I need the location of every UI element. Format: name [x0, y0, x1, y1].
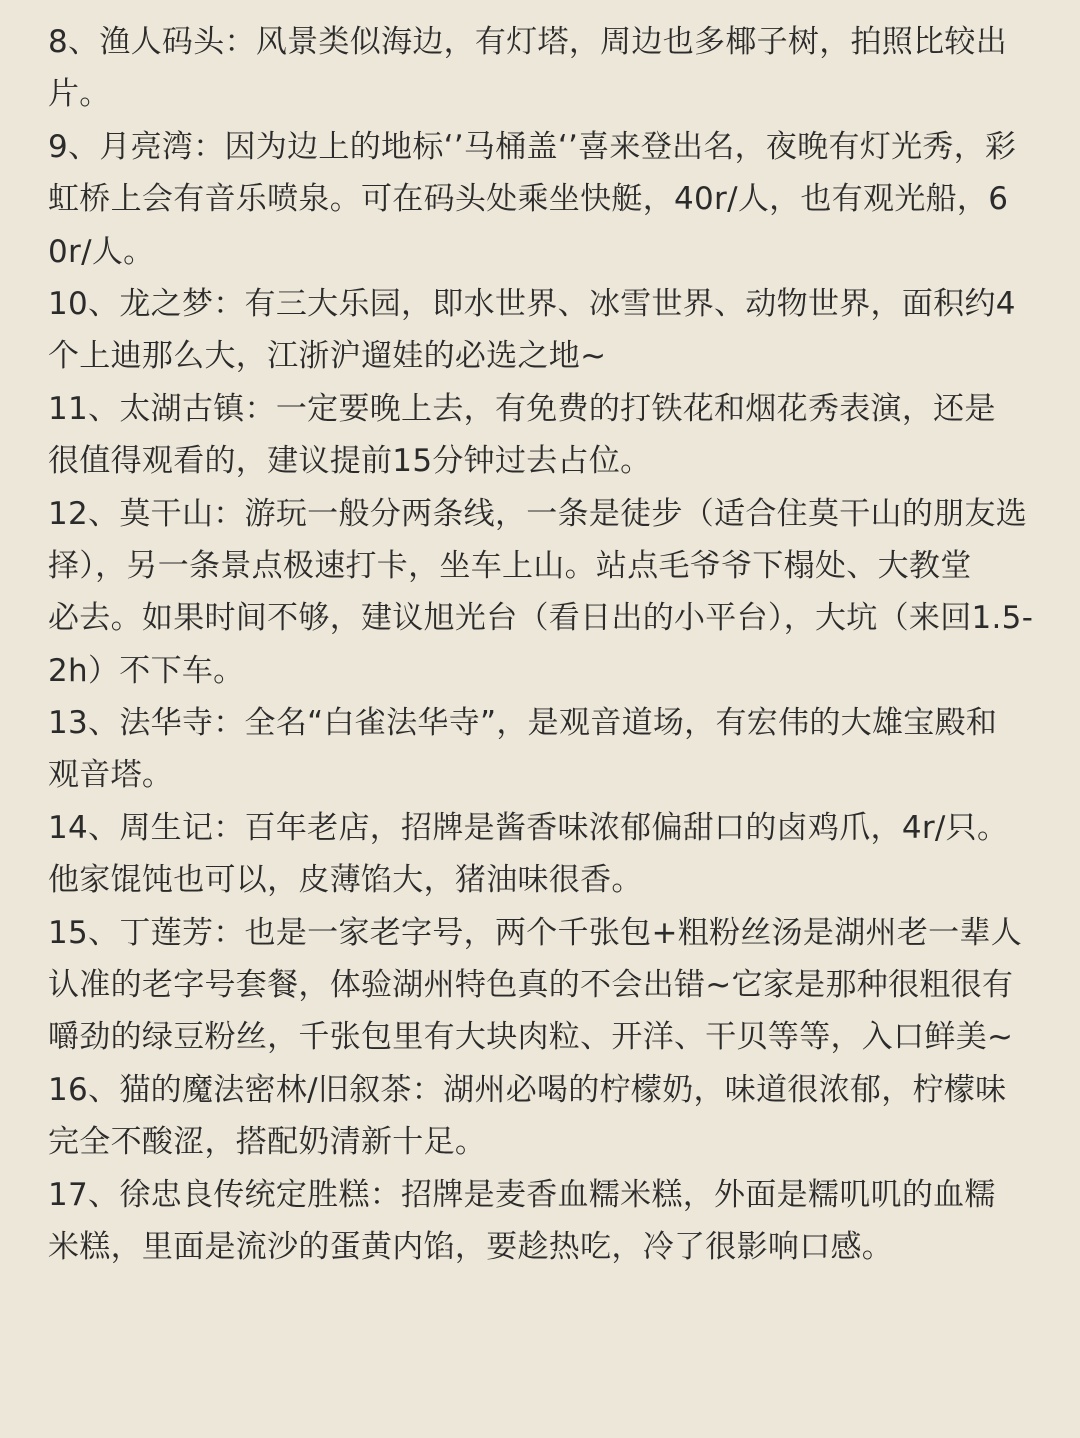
text-line: 嚼劲的绿豆粉丝，千张包里有大块肉粒、开洋、干贝等等，入口鲜美~ [48, 1019, 1014, 1056]
text-line: 认准的老字号套餐，体验湖州特色真的不会出错~它家是那种很粗很有 [48, 967, 1014, 1004]
text-line: 15、丁莲芳：也是一家老字号，两个千张包+粗粉丝汤是湖州老一辈人 [48, 914, 1023, 951]
text-line: 片。 [48, 76, 111, 113]
text-line: 个上迪那么大，江浙沪遛娃的必选之地~ [48, 338, 607, 375]
document-body [48, 16, 1048, 1273]
text-line: 他家馄饨也可以，皮薄馅大，猪油味很香。 [48, 862, 643, 899]
text-line: 必去。如果时间不够，建议旭光台（看日出的小平台），大坑（来回1.5- [48, 600, 1034, 637]
text-line: 择），另一条景点极速打卡，坐车上山。站点毛爷爷下榻处、大教堂 [48, 547, 972, 584]
text-line: 虹桥上会有音乐喷泉。可在码头处乘坐快艇，40r/人，也有观光船，6 [48, 181, 1009, 218]
text-line: 完全不酸涩，搭配奶清新十足。 [48, 1124, 487, 1161]
text-line: 8、渔人码头：风景类似海边，有灯塔，周边也多椰子树，拍照比较出 [48, 24, 1008, 60]
text-line: 11、太湖古镇：一定要晚上去，有免费的打铁花和烟花秀表演，还是 [48, 390, 996, 427]
text-line: 2h）不下车。 [48, 652, 245, 689]
text-line: 14、周生记：百年老店，招牌是酱香味浓郁偏甜口的卤鸡爪，4r/只。 [48, 809, 1009, 846]
text-line: 12、莫干山：游玩一般分两条线，一条是徒步（适合住莫干山的朋友选 [48, 495, 1028, 532]
text-line: 17、徐忠良传统定胜糕：招牌是麦香血糯米糕，外面是糯叽叽的血糯 [48, 1176, 996, 1213]
text-line: 观音塔。 [48, 757, 174, 794]
text-line: 13、法华寺：全名“白雀法华寺”，是观音道场，有宏伟的大雄宝殿和 [48, 705, 998, 742]
text-line: 9、月亮湾：因为边上的地标‘’马桶盖‘’喜来登出名，夜晚有灯光秀，彩 [48, 128, 1017, 165]
text-line: 很值得观看的，建议提前15分钟过去占位。 [48, 443, 652, 480]
text-line: 米糕，里面是流沙的蛋黄内馅，要趁热吃，冷了很影响口感。 [48, 1228, 894, 1265]
text-line: 16、猫的魔法密林/旧叙茶：湖州必喝的柠檬奶，味道很浓郁，柠檬味 [48, 1071, 1007, 1108]
text-line: 10、龙之梦：有三大乐园，即水世界、冰雪世界、动物世界，面积约4 [48, 285, 1016, 322]
text-line: 0r/人。 [48, 233, 155, 270]
